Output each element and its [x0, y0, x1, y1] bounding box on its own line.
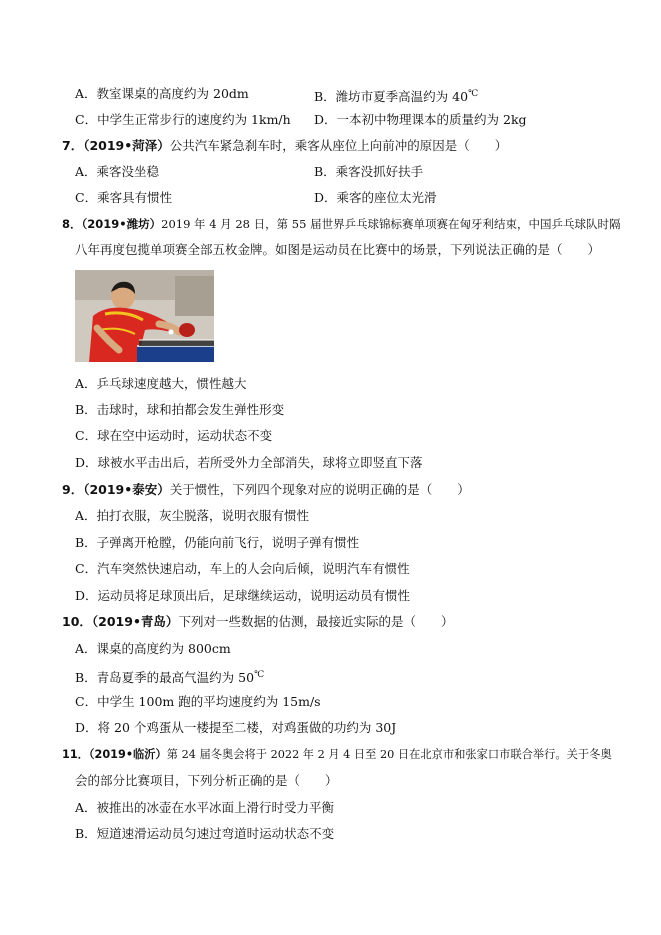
q9-option-c: C．汽车突然快速启动，车上的人会向后倾，说明汽车有惯性: [75, 561, 410, 576]
q11-option-a: A．被推出的冰壶在水平冰面上滑行时受力平衡: [75, 800, 335, 815]
q7-number: 7．: [62, 138, 84, 153]
q9-option-b: B．子弹离开枪膛，仍能向前飞行，说明子弹有惯性: [75, 535, 360, 550]
q10-option-b-unit: ℃: [254, 670, 265, 680]
q10-stem: [62, 613, 453, 631]
q8-option-b: B．击球时，球和拍都会发生弹性形变: [75, 402, 285, 417]
q6-option-b-unit: ℃: [468, 89, 479, 99]
q9-number: 9．: [62, 482, 84, 497]
q10-source: （2019•青岛）: [91, 614, 179, 629]
q8-source: （2019•潍坊）: [81, 217, 162, 231]
q11-source: （2019•临沂）: [88, 748, 167, 761]
q10-option-a: A．课桌的高度约为 800cm: [75, 641, 231, 656]
q6-option-b-text: B．潍坊市夏季高温约为 40: [314, 89, 469, 105]
q6-option-c: C．中学生正常步行的速度约为 1km/h: [75, 112, 291, 127]
q9-stem: [62, 481, 470, 499]
q10-option-b-text: B．青岛夏季的最高气温约为 50: [75, 670, 255, 686]
q11-stem-line2: 会的部分比赛项目，下列分析正确的是（ ）: [75, 773, 338, 788]
q10-option-d: D．将 20 个鸡蛋从一楼提至二楼，对鸡蛋做的功约为 30J: [75, 720, 397, 735]
q7-option-d: D．乘客的座位太光滑: [314, 190, 437, 205]
q9-stem-text: 关于惯性，下列四个现象对应的说明正确的是（ ）: [169, 482, 470, 497]
q11-option-b: B．短道速滑运动员匀速过弯道时运动状态不变: [75, 826, 335, 841]
q11-stem-text1: 第 24 届冬奥会将于 2022 年 2 月 4 日至 20 日在北京市和张家口市联合举行。关于冬奥: [166, 748, 612, 761]
q7-stem-text: 公共汽车紧急刹车时，乘客从座位上向前冲的原因是（ ）: [169, 138, 508, 153]
q10-number: 10．: [62, 614, 92, 629]
q7-option-b: B．乘客没抓好扶手: [314, 164, 424, 179]
q8-number: 8．: [62, 217, 82, 231]
q8-option-d: D．球被水平击出后，若所受外力全部消失，球将立即竖直下落: [75, 455, 423, 470]
q7-source: （2019•菏泽）: [83, 138, 170, 153]
table-tennis-photo-illustration: [75, 270, 214, 362]
table-tennis-photo: [75, 270, 214, 362]
q6-option-d: D．一本初中物理课本的质量约为 2kg: [314, 112, 527, 127]
q8-option-c: C．球在空中运动时，运动状态不变: [75, 428, 273, 443]
q9-option-d: D．运动员将足球顶出后，足球继续运动，说明运动员有惯性: [75, 588, 411, 603]
q7-stem: [62, 137, 507, 155]
q6-option-b: [314, 85, 478, 106]
q10-option-c: C．中学生 100m 跑的平均速度约为 15m/s: [75, 694, 321, 709]
q6-option-a: A．教室课桌的高度约为 20dm: [75, 86, 249, 101]
q7-option-a: A．乘客没坐稳: [75, 164, 160, 179]
q10-stem-text: 下列对一些数据的估测，最接近实际的是（ ）: [178, 614, 454, 629]
q8-option-a: A．乒乓球速度越大，惯性越大: [75, 376, 247, 391]
q8-stem-line2: 八年再度包揽单项赛全部五枚金牌。如图是运动员在比赛中的场景，下列说法正确的是（ ）: [75, 242, 601, 257]
q11-stem-line1: [62, 746, 612, 764]
q8-stem-line1: [62, 215, 621, 233]
q8-stem-text1: 2019 年 4 月 28 日，第 55 届世界乒乓球锦标赛单项赛在匈牙利结束，中国乒乓球队时隔: [161, 217, 621, 231]
q7-option-c: C．乘客具有惯性: [75, 190, 173, 205]
q9-source: （2019•泰安）: [83, 482, 170, 497]
q9-option-a: A．拍打衣服，灰尘脱落，说明衣服有惯性: [75, 508, 310, 523]
q10-option-b: [75, 666, 264, 687]
q11-number: 11．: [62, 748, 89, 761]
